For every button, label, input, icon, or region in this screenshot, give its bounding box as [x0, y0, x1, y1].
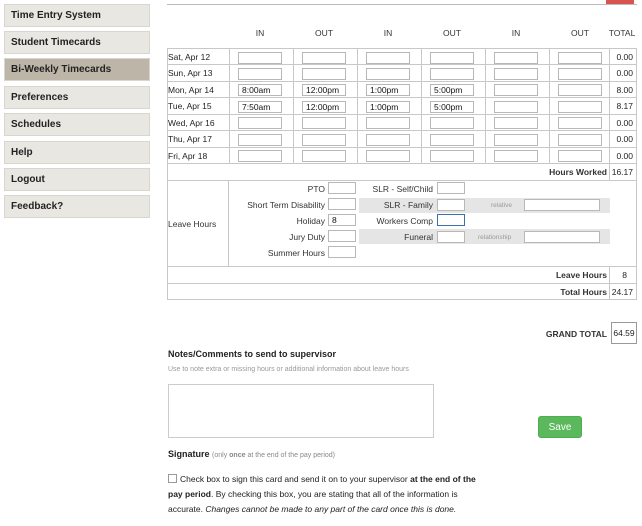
row-total: 0.00 — [616, 118, 633, 128]
time-out-2-input[interactable] — [430, 52, 474, 64]
workers-comp-input[interactable] — [437, 214, 465, 226]
notes-title: Notes/Comments to send to supervisor — [168, 349, 337, 359]
time-in-2-input[interactable]: 1:00pm — [366, 84, 410, 96]
sidebar-item-student-timecards[interactable]: Student Timecards — [4, 31, 150, 54]
workers-comp-label: Workers Comp — [376, 216, 433, 226]
sidebar-item-logout[interactable]: Logout — [4, 168, 150, 191]
time-out-1-input[interactable] — [302, 150, 346, 162]
time-in-1-input[interactable] — [238, 52, 282, 64]
sidebar-item-help[interactable]: Help — [4, 141, 150, 164]
time-out-1-input[interactable] — [302, 52, 346, 64]
column-header-in-1: IN — [255, 28, 265, 38]
leave-hours-label: Leave Hours — [555, 270, 607, 280]
time-out-3-input[interactable] — [558, 150, 602, 162]
time-in-1-input[interactable]: 8:00am — [238, 84, 282, 96]
day-label: Sat, Apr 12 — [168, 52, 211, 62]
jury-duty-label: Jury Duty — [289, 232, 325, 242]
row-total: 0.00 — [616, 68, 633, 78]
agreement-text-italic: Changes cannot be made to any part of the card once this is done. — [205, 504, 457, 514]
day-label: Sun, Apr 13 — [168, 68, 213, 78]
time-in-1-input[interactable] — [238, 68, 282, 80]
slr-self-child-label: SLR - Self/Child — [372, 184, 433, 194]
leave-hours-value: 8 — [622, 270, 627, 280]
slr-family-label: SLR - Family — [383, 200, 433, 210]
time-in-3-input[interactable] — [494, 68, 538, 80]
time-in-1-input[interactable] — [238, 150, 282, 162]
relative-input[interactable] — [524, 199, 600, 211]
total-hours-value: 24.17 — [611, 287, 633, 297]
column-header-total: TOTAL — [608, 28, 636, 38]
time-in-3-input[interactable] — [494, 84, 538, 96]
time-in-3-input[interactable] — [494, 101, 538, 113]
row-total: 0.00 — [616, 151, 633, 161]
time-out-2-input[interactable]: 5:00pm — [430, 84, 474, 96]
holiday-input[interactable]: 8 — [328, 214, 356, 226]
time-out-3-input[interactable] — [558, 52, 602, 64]
summer-hours-input[interactable] — [328, 246, 356, 258]
time-out-2-input[interactable] — [430, 134, 474, 146]
jury-duty-input[interactable] — [328, 230, 356, 242]
row-total: 8.17 — [616, 101, 633, 111]
relationship-input[interactable] — [524, 231, 600, 243]
save-button[interactable]: Save — [538, 416, 582, 438]
time-in-3-input[interactable] — [494, 134, 538, 146]
signature-agreement — [168, 472, 480, 517]
top-divider — [167, 4, 637, 5]
time-out-2-input[interactable] — [430, 117, 474, 129]
day-label: Fri, Apr 18 — [168, 151, 208, 161]
time-out-3-input[interactable] — [558, 68, 602, 80]
notes-textarea[interactable] — [168, 384, 434, 438]
short-term-disability-input[interactable] — [328, 198, 356, 210]
total-hours-label: Total Hours — [560, 287, 607, 297]
time-in-3-input[interactable] — [494, 150, 538, 162]
leave-hours-section-label: Leave Hours — [168, 219, 217, 229]
time-in-3-input[interactable] — [494, 52, 538, 64]
short-term-disability-label: Short Term Disability — [247, 200, 325, 210]
time-out-3-input[interactable] — [558, 134, 602, 146]
grand-total-value: 64.59 — [611, 322, 637, 344]
timecard-panel — [167, 0, 637, 526]
summer-hours-label: Summer Hours — [267, 248, 325, 258]
funeral-input[interactable] — [437, 231, 465, 243]
time-out-1-input[interactable]: 12:00pm — [302, 84, 346, 96]
time-out-2-input[interactable] — [430, 150, 474, 162]
sidebar-item-time-entry-system[interactable]: Time Entry System — [4, 4, 150, 27]
agreement-text-1: Check box to sign this card and send it on to your supervisor — [180, 474, 411, 484]
sign-checkbox[interactable] — [168, 474, 177, 483]
sidebar-item-feedback[interactable]: Feedback? — [4, 195, 150, 218]
column-header-in-3: IN — [511, 28, 521, 38]
row-total: 0.00 — [616, 134, 633, 144]
sidebar-item-preferences[interactable]: Preferences — [4, 86, 150, 109]
sidebar-item-schedules[interactable]: Schedules — [4, 113, 150, 136]
time-out-3-input[interactable] — [558, 84, 602, 96]
time-out-3-input[interactable] — [558, 101, 602, 113]
signature-heading — [168, 449, 335, 459]
pto-input[interactable] — [328, 182, 356, 194]
time-in-1-input[interactable]: 7:50am — [238, 101, 282, 113]
time-out-3-input[interactable] — [558, 117, 602, 129]
signature-title: Signature — [168, 449, 210, 459]
time-out-1-input[interactable] — [302, 68, 346, 80]
day-label: Tue, Apr 15 — [168, 101, 212, 111]
time-in-2-input[interactable] — [366, 52, 410, 64]
agreement-text-bold: at the end of the pay period — [168, 474, 476, 499]
funeral-label: Funeral — [404, 232, 433, 242]
column-header-out-2: OUT — [443, 28, 461, 38]
pto-label: PTO — [307, 184, 325, 194]
time-in-2-input[interactable] — [366, 134, 410, 146]
alert-indicator — [606, 0, 634, 4]
day-label: Thu, Apr 17 — [168, 134, 212, 144]
signature-sub: (only once at the end of the pay period) — [212, 452, 336, 459]
holiday-label: Holiday — [296, 216, 325, 226]
time-out-2-input[interactable]: 5:00pm — [430, 101, 474, 113]
time-in-2-input[interactable]: 1:00pm — [366, 101, 410, 113]
column-header-out-3: OUT — [571, 28, 589, 38]
time-in-1-input[interactable] — [238, 134, 282, 146]
hours-worked-label: Hours Worked — [549, 167, 607, 177]
time-in-2-input[interactable] — [366, 117, 410, 129]
time-in-2-input[interactable] — [366, 150, 410, 162]
column-header-in-2: IN — [383, 28, 393, 38]
time-out-1-input[interactable] — [302, 134, 346, 146]
sidebar-item-bi-weekly-timecards[interactable]: Bi-Weekly Timecards — [4, 58, 150, 81]
time-in-3-input[interactable] — [494, 117, 538, 129]
agreement-text-2: . By checking this box, you are stating that all of the information is accurate. — [168, 489, 458, 514]
relationship-label: relationship — [478, 234, 512, 241]
day-label: Mon, Apr 14 — [168, 85, 214, 95]
row-total: 0.00 — [616, 52, 633, 62]
grand-total-label: GRAND TOTAL — [545, 329, 607, 339]
relative-label: relative — [491, 202, 512, 209]
time-out-1-input[interactable]: 12:00pm — [302, 101, 346, 113]
slr-self-child-input[interactable] — [437, 182, 465, 194]
day-label: Wed, Apr 16 — [168, 118, 215, 128]
row-total: 8.00 — [616, 85, 633, 95]
time-in-1-input[interactable] — [238, 117, 282, 129]
slr-family-input[interactable] — [437, 199, 465, 211]
time-out-1-input[interactable] — [302, 117, 346, 129]
notes-help-text: Use to note extra or missing hours or additional information about leave hours — [168, 366, 409, 373]
time-out-2-input[interactable] — [430, 68, 474, 80]
time-in-2-input[interactable] — [366, 68, 410, 80]
hours-worked-value: 16.17 — [611, 167, 633, 177]
column-header-out-1: OUT — [315, 28, 333, 38]
